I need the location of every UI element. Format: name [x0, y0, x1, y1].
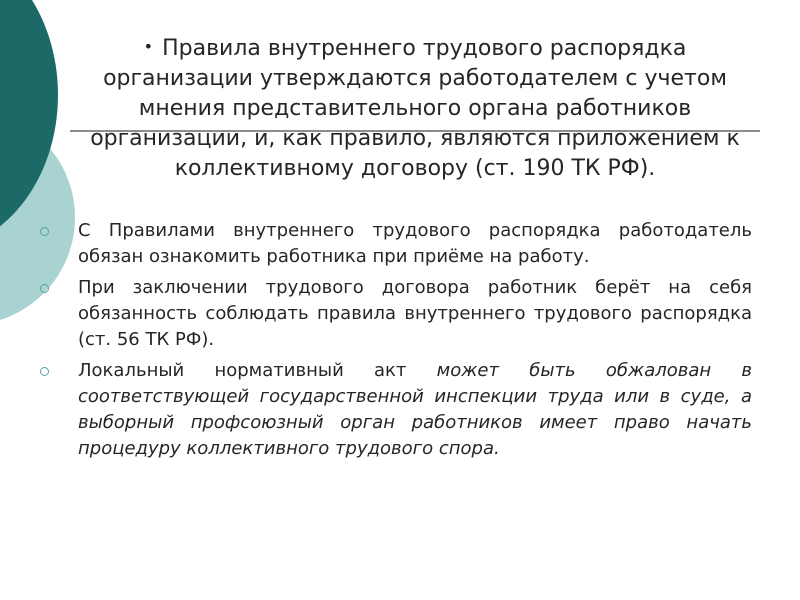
hollow-circle-bullet-icon: [40, 284, 49, 293]
bullet-list: [40, 218, 752, 467]
list-item: [40, 218, 752, 270]
list-item-text-normal: Локальный нормативный акт: [78, 360, 437, 381]
slide-title: [70, 32, 760, 184]
list-item-text: При заключении трудового договора работник берёт на себя обязанность соблюдать правила внутреннего трудового распорядка (ст. 56 ТК РФ).: [78, 277, 752, 350]
list-item: [40, 275, 752, 353]
list-item-text: [78, 360, 752, 459]
hollow-circle-bullet-icon: [40, 367, 49, 376]
list-item-text-italic: может быть обжалован в соответствующей государственной инспекции труда или в суде, а выборный профсоюзный орган работников имеет право начать процедуру коллективного трудового спора.: [78, 360, 752, 459]
hollow-circle-bullet-icon: [40, 227, 49, 236]
list-item-text: С Правилами внутреннего трудового распорядка работодатель обязан ознакомить работника при приёме на работу.: [78, 220, 752, 267]
dot-bullet-icon: •: [143, 37, 154, 56]
list-item: [40, 358, 752, 462]
slide-title-text: Правила внутреннего трудового распорядка организации утверждаются работодателем с учетом мнения представительного органа работников организации, и, как правило, являются приложением к коллективному договору (ст. 190 ТК РФ).: [90, 36, 740, 181]
